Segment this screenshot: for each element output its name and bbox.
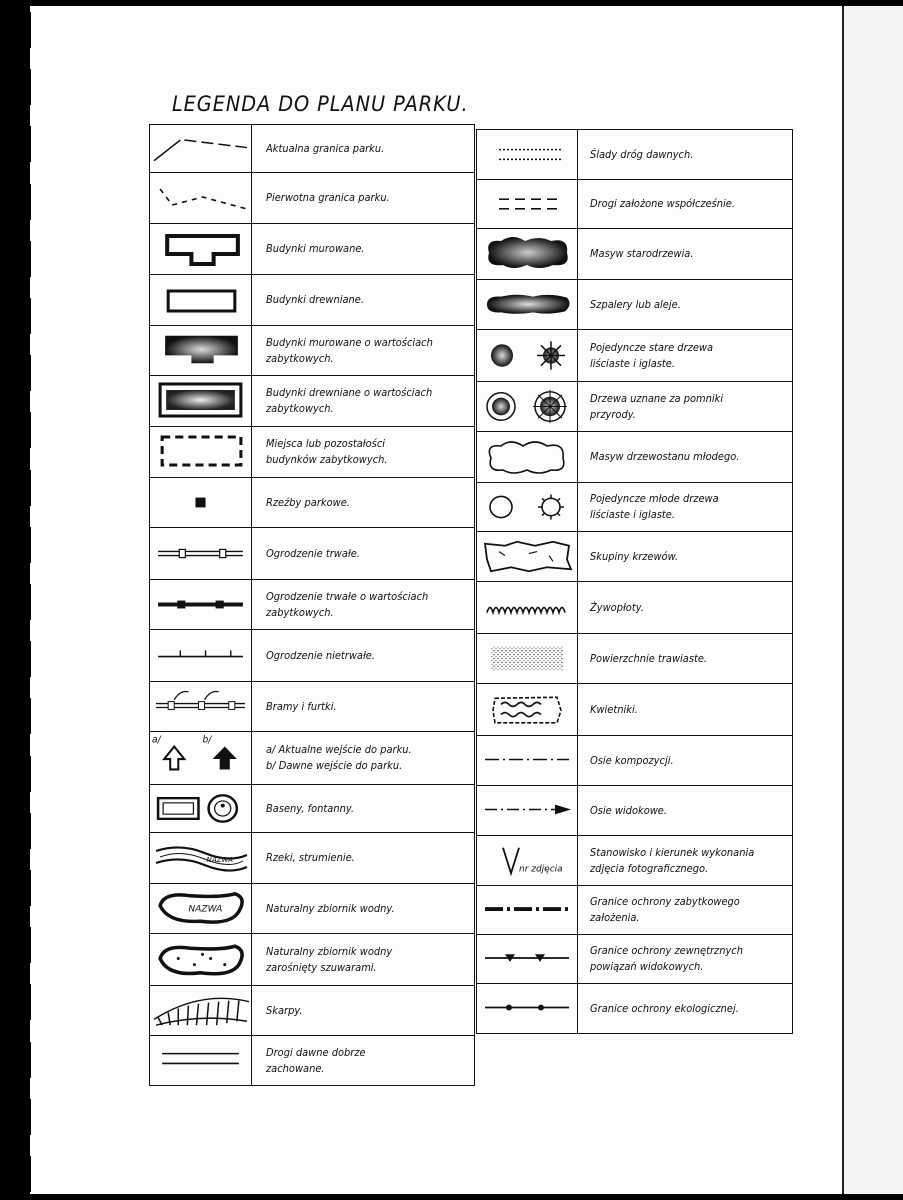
binding-hole — [21, 184, 31, 220]
historic-wooden-building-icon — [150, 376, 252, 426]
legend-row — [149, 427, 475, 478]
legend-label: Rzeki, strumienie. — [266, 852, 355, 864]
legend-row — [476, 280, 793, 330]
binding-hole — [21, 813, 31, 849]
masonry-building-icon — [150, 224, 252, 274]
legend-row — [476, 180, 793, 229]
legend-label: Kwietniki. — [590, 703, 638, 716]
legend-row — [149, 986, 475, 1036]
old-single-trees-icon — [477, 330, 578, 381]
old-road-icon — [150, 1036, 252, 1085]
legend-row — [476, 432, 793, 483]
legend-row — [149, 124, 475, 173]
young-tree-mass-icon — [477, 432, 578, 482]
legend-label: Naturalny zbiornik wodny. — [266, 902, 395, 915]
legend-row — [476, 129, 793, 180]
photo-station-icon — [477, 836, 578, 885]
legend-row — [476, 382, 793, 432]
legend-row — [149, 376, 475, 427]
pond-name-label: NAZWA — [188, 904, 223, 915]
legend-label: Masyw starodrzewia. — [590, 248, 694, 260]
legend-label: Żywopłoty. — [590, 601, 644, 614]
legend-label: Powierzchnie trawiaste. — [590, 652, 708, 665]
escarpment-icon — [150, 986, 252, 1035]
legend-label: a/ Aktualne wejście do parku. b/ Dawne wejście do parku. — [266, 744, 412, 772]
view-protection-icon — [477, 935, 578, 983]
legend-label: Ogrodzenie trwałe. — [266, 547, 360, 560]
view-axis-icon — [477, 786, 578, 835]
gate-icon — [150, 682, 252, 731]
pond-icon — [150, 884, 252, 933]
historic-masonry-building-icon — [150, 326, 252, 375]
permanent-fence-icon — [150, 528, 252, 579]
wooden-building-icon — [150, 275, 252, 325]
river-icon — [150, 833, 252, 883]
historic-fence-icon — [150, 580, 252, 629]
binding-hole — [21, 870, 31, 906]
legend-row — [476, 483, 793, 532]
binding-hole — [21, 1156, 31, 1192]
current-boundary-icon — [150, 125, 252, 172]
legend-row — [476, 886, 793, 935]
binding-hole — [21, 927, 31, 963]
composition-axis-icon — [477, 736, 578, 785]
legend-label: Budynki murowane. — [266, 243, 365, 255]
legend-label: Rzeźby parkowe. — [266, 496, 350, 509]
temporary-fence-icon — [150, 630, 252, 681]
binding-hole — [21, 984, 31, 1020]
legend-label: Osie kompozycji. — [590, 754, 674, 767]
entrance-tag-a: a/ — [152, 734, 161, 746]
legend-label: Pojedyncze młode drzewa liściaste i iglaste. — [590, 493, 719, 521]
legend-label: Granice ochrony zabytkowego założenia. — [590, 896, 740, 924]
legend-label: Budynki drewniane o wartościach zabytkowych. — [266, 387, 433, 415]
legend-row — [149, 682, 475, 732]
legend-row — [476, 229, 793, 280]
legend-row — [476, 786, 793, 836]
legend-label: Baseny, fontanny. — [266, 802, 355, 815]
legend-label: Naturalny zbiornik wodny zarośnięty szuwarami. — [266, 945, 393, 974]
legend-label: Skarpy. — [266, 1004, 303, 1017]
legend-row — [476, 532, 793, 582]
lawn-icon — [477, 634, 578, 683]
legend-label: Drogi dawne dobrze zachowane. — [266, 1046, 366, 1075]
legend-row — [149, 224, 475, 275]
monument-trees-icon — [477, 382, 578, 431]
legend-row — [149, 580, 475, 630]
former-road-traces-icon — [477, 130, 578, 179]
photo-number-label: nr zdjęcia — [519, 864, 563, 875]
young-single-trees-icon — [477, 483, 578, 531]
binding-hole — [21, 412, 31, 448]
legend-row — [149, 630, 475, 682]
binding-hole — [21, 584, 31, 620]
legend-row — [149, 934, 475, 986]
legend-label: Ogrodzenie nietrwałe. — [266, 649, 376, 662]
legend-row — [476, 736, 793, 786]
original-boundary-icon — [150, 173, 252, 223]
binding-hole — [21, 241, 31, 277]
legend-row — [149, 785, 475, 833]
legend-label: Bramy i furtki. — [266, 700, 337, 713]
legend-label: Aktualna granica parku. — [266, 142, 385, 155]
legend-label: Stanowisko i kierunek wykonania zdjęcia fotograficznego. — [590, 846, 755, 875]
legend-label: Szpalery lub aleje. — [590, 298, 681, 311]
legend-row — [476, 935, 793, 984]
legend-row — [149, 173, 475, 224]
modern-road-icon — [477, 180, 578, 228]
legend-row — [149, 1036, 475, 1086]
legend-row — [476, 582, 793, 634]
binding-hole — [21, 698, 31, 734]
legend-row — [476, 836, 793, 886]
legend-row — [476, 634, 793, 684]
tree-alley-icon — [477, 280, 578, 329]
legend-label: Granice ochrony zewnętrznych powiązań widokowych. — [590, 945, 743, 973]
legend-row — [149, 833, 475, 884]
legend-row — [149, 732, 475, 785]
next-page-edge — [842, 6, 903, 1194]
legend-label: Miejsca lub pozostałości budynków zabytkowych. — [266, 438, 388, 466]
legend-row — [149, 528, 475, 580]
binding-hole — [21, 641, 31, 677]
flowerbed-icon — [477, 684, 578, 735]
legend-row — [149, 326, 475, 376]
river-name-label: NAZWA — [206, 855, 233, 864]
entrance-arrows-icon — [150, 732, 252, 784]
building-remains-icon — [150, 427, 252, 477]
binding-hole — [21, 470, 31, 506]
legend-row — [149, 275, 475, 326]
reed-pond-icon — [150, 934, 252, 985]
legend-label: Granice ochrony ekologicznej. — [590, 1002, 739, 1015]
binding-hole — [21, 1099, 31, 1135]
legend-row — [476, 684, 793, 736]
legend-row — [476, 984, 793, 1034]
binding-hole — [21, 126, 31, 162]
shrub-group-icon — [477, 532, 578, 581]
legend-label: Budynki murowane o wartościach zabytkowych. — [266, 336, 433, 365]
sculpture-icon — [150, 478, 252, 527]
page-title: LEGENDA DO PLANU PARKU. — [172, 92, 469, 116]
hedge-icon — [477, 582, 578, 633]
legend-label: Ogrodzenie trwałe o wartościach zabytkowych. — [266, 590, 429, 619]
legend-row — [149, 884, 475, 934]
old-tree-mass-icon — [477, 229, 578, 279]
monument-protection-icon — [477, 886, 578, 934]
legend-label: Masyw drzewostanu młodego. — [590, 451, 740, 463]
entrance-tag-b: b/ — [202, 734, 212, 746]
legend-label: Osie widokowe. — [590, 804, 668, 817]
legend-label: Budynki drewniane. — [266, 294, 364, 306]
binding-hole — [21, 298, 31, 334]
legend-label: Pojedyncze stare drzewa liściaste i iglaste. — [590, 341, 714, 370]
legend-row — [149, 478, 475, 528]
legend-label: Pierwotna granica parku. — [266, 192, 390, 204]
legend-label: Skupiny krzewów. — [590, 550, 679, 563]
legend-label: Ślady dróg dawnych. — [590, 148, 694, 161]
legend-row — [476, 330, 793, 382]
binding-hole — [21, 527, 31, 563]
ecological-protection-icon — [477, 984, 578, 1033]
pool-fountain-icon — [150, 785, 252, 832]
binding-hole — [21, 12, 31, 48]
binding-hole — [21, 69, 31, 105]
legend-label: Drzewa uznane za pomniki przyrody. — [590, 392, 724, 421]
binding-hole — [21, 1042, 31, 1078]
legend-label: Drogi założone współcześnie. — [590, 198, 736, 210]
binding-hole — [21, 756, 31, 792]
binding-hole — [21, 355, 31, 391]
